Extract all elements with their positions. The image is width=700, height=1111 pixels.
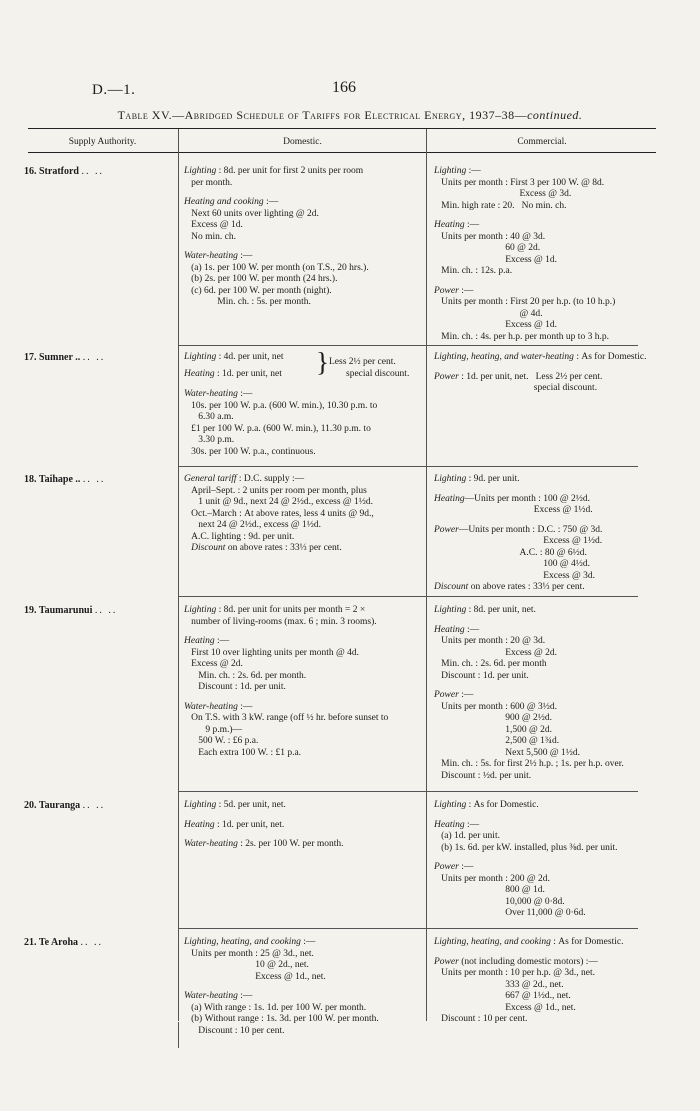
supply-authority: 21. Te Aroha .. .. — [24, 937, 103, 948]
document-reference: D.—1. — [92, 82, 136, 98]
tariff-line: General tariff : D.C. supply :— — [184, 474, 305, 484]
tariff-line: Min. high rate : 20. No min. ch. — [434, 200, 567, 211]
tariff-line: Min. ch. : 5s. for first 2½ h.p. ; 1s. per h.p. over. — [434, 759, 624, 769]
tariff-line: 10,000 @ 0·8d. — [434, 896, 565, 907]
line-gap — [434, 517, 670, 525]
tariff-line: Oct.–March : At above rates, less 4 units @ 9d., — [184, 508, 374, 519]
line-gap — [184, 983, 427, 991]
tariff-line: 10s. per 100 W. p.a. (600 W. min.), 10.30 p.m. to — [184, 400, 378, 411]
tariff-line: 2,500 @ 1¾d. — [434, 736, 560, 746]
column-header-authority: Supply Authority. — [68, 137, 137, 147]
tariff-line: per month. — [184, 177, 233, 188]
tariff-line: @ 4d. — [434, 308, 543, 319]
commercial-tariff — [434, 166, 670, 343]
line-gap — [184, 243, 427, 251]
tariff-line: Min. ch. : 4s. per h.p. per month up to 3 h.p. — [434, 331, 609, 342]
tariff-line: Power—Units per month : D.C. : 750 @ 3d. — [434, 524, 603, 535]
tariff-line: Discount : ½d. per unit. — [434, 770, 532, 781]
tariff-line: (b) 2s. per 100 W. per month (24 hrs.). — [184, 274, 338, 284]
domestic-tariff — [184, 347, 427, 458]
row-separator-5 — [178, 928, 638, 929]
row-separator-1 — [178, 345, 638, 346]
tariff-line: (b) Without range : 1s. 3d. per 100 W. per month. — [184, 1014, 379, 1024]
tariff-line: Excess @ 1d. — [434, 320, 558, 330]
line-gap — [434, 812, 670, 820]
tariff-line: special discount. — [434, 383, 598, 393]
tariff-line: 30s. per 100 W. p.a., continuous. — [184, 446, 316, 457]
supply-authority: 19. Taumarunui .. .. — [24, 605, 118, 616]
tariff-line: First 10 over lighting units per month @ 4d. — [184, 647, 359, 658]
commercial-tariff — [434, 800, 670, 920]
domestic-tariff — [184, 937, 427, 1037]
tariff-line: Excess @ 3d. — [434, 570, 596, 581]
column-divider-1 — [178, 129, 179, 1021]
discount-note-2: special discount. — [346, 369, 410, 379]
tariff-line: Excess @ 1d., net. — [184, 971, 326, 982]
tariff-line: Heating : 1d. per unit, net. — [184, 819, 285, 830]
tariff-line: Min. ch. : 2s. 6d. per month — [434, 659, 547, 669]
tariff-line: Water-heating : 2s. per 100 W. per month. — [184, 839, 344, 849]
tariff-line: A.C. lighting : 9d. per unit. — [184, 531, 295, 542]
tariff-line: Next 5,500 @ 1½d. — [434, 747, 580, 758]
tariff-line: Units per month : 10 per h.p. @ 3d., net. — [434, 968, 595, 978]
tariff-line: April–Sept. : 2 units per room per month, plus — [184, 485, 367, 496]
tariff-line: Excess @ 3d. — [434, 189, 572, 199]
tariff-line: Excess @ 1½d. — [434, 536, 603, 546]
table-title-text: —Abridged Schedule of Tariffs for Electrical Energy, 1937–38— — [172, 108, 528, 122]
header-bottom-rule — [28, 152, 656, 153]
tariff-line: Heating—Units per month : 100 @ 2½d. — [434, 493, 590, 504]
tariff-line: 3.30 p.m. — [184, 435, 235, 445]
tariff-line: Units per month : 20 @ 3d. — [434, 636, 546, 646]
tariff-line: 10 @ 2d., net. — [184, 960, 309, 970]
line-gap — [184, 189, 427, 197]
tariff-line: £1 per 100 W. p.a. (600 W. min.), 11.30 p.m. to — [184, 423, 371, 434]
tariff-line: Lighting : 8d. per unit for first 2 units per room — [184, 166, 364, 176]
tariff-line: Min. ch. : 5s. per month. — [184, 297, 311, 307]
column-divider-tail — [178, 1022, 179, 1048]
tariff-line: Lighting, heating, and cooking :— — [184, 937, 316, 947]
tariff-line: 1 unit @ 9d., next 24 @ 2½d., excess @ 1½d. — [184, 497, 374, 507]
tariff-line: Excess @ 1d. — [184, 220, 243, 230]
tariff-line: Lighting : 5d. per unit, net. — [184, 800, 286, 810]
supply-authority: 16. Stratford .. .. — [24, 166, 104, 177]
tariff-line: Next 60 units over lighting @ 2d. — [184, 208, 319, 219]
tariff-line: Water-heating :— — [184, 701, 253, 712]
tariff-line: Lighting : 9d. per unit. — [434, 474, 520, 484]
tariff-line: Power : 1d. per unit, net. Less 2½ per cent. — [434, 371, 603, 382]
commercial-tariff — [434, 474, 670, 594]
tariff-line: Heating :— — [184, 636, 230, 646]
tariff-line: 667 @ 1½d., net. — [434, 991, 571, 1001]
tariff-line: 1,500 @ 2d. — [434, 724, 552, 735]
page-number: 166 — [332, 79, 356, 96]
line-gap — [434, 212, 670, 220]
tariff-line: Min. ch. : 2s. 6d. per month. — [184, 670, 307, 681]
supply-authority: 18. Taihape .. .. .. — [24, 474, 106, 485]
line-gap — [434, 949, 670, 957]
domestic-tariff — [184, 166, 427, 309]
tariff-line: Discount : 1d. per unit. — [184, 682, 286, 692]
tariff-line: (a) 1d. per unit. — [434, 831, 500, 841]
row-separator-3 — [178, 596, 638, 597]
tariff-line: No min. ch. — [184, 231, 236, 242]
tariff-line: 900 @ 2½d. — [434, 713, 552, 723]
tariff-line: Each extra 100 W. : £1 p.a. — [184, 747, 302, 758]
line-gap — [434, 617, 670, 625]
commercial-tariff — [434, 352, 670, 395]
domestic-water-heating — [184, 389, 427, 458]
tariff-line: next 24 @ 2½d., excess @ 1½d. — [184, 520, 322, 530]
tariff-line: Lighting : 8d. per unit for units per month = 2 × — [184, 605, 366, 615]
table-label: Table XV. — [117, 108, 173, 122]
line-gap — [184, 694, 427, 702]
tariff-line: number of living-rooms (max. 6 ; min. 3 rooms). — [184, 616, 377, 627]
table-continued: continued. — [527, 108, 583, 122]
brace-glyph: } — [316, 347, 329, 377]
commercial-tariff — [434, 605, 670, 782]
discount-note-1: Less 2½ per cent. — [329, 357, 396, 367]
tariff-line: Units per month : 40 @ 3d. — [434, 231, 546, 242]
table-top-rule — [28, 128, 656, 129]
tariff-line: Discount : 10 per cent. — [434, 1014, 528, 1024]
domestic-tariff — [184, 605, 427, 759]
tariff-line: Units per month : First 3 per 100 W. @ 8d. — [434, 177, 605, 188]
tariff-line: Power :— — [434, 862, 474, 872]
tariff-line: A.C. : 80 @ 6½d. — [434, 547, 587, 558]
line-gap — [434, 682, 670, 690]
column-header-domestic: Domestic. — [283, 137, 322, 147]
domestic-tariff — [184, 474, 427, 555]
tariff-line: Excess @ 2d. — [184, 659, 243, 669]
tariff-line: 9 p.m.)— — [184, 724, 243, 735]
row-separator-4 — [178, 791, 638, 792]
tariff-line: Excess @ 1½d. — [434, 505, 593, 515]
tariff-line: (a) 1s. per 100 W. per month (on T.S., 20 hrs.). — [184, 262, 369, 273]
domestic-tariff — [184, 800, 427, 851]
tariff-line: Discount : 1d. per unit. — [434, 670, 529, 681]
tariff-line: Lighting : 8d. per unit, net. — [434, 605, 536, 615]
tariff-line: Discount on above rates : 33⅓ per cent. — [434, 582, 585, 592]
tariff-line: (c) 6d. per 100 W. per month (night). — [184, 285, 332, 296]
tariff-line: Heating :— — [434, 220, 480, 230]
tariff-line: 800 @ 1d. — [434, 885, 545, 895]
line-gap — [184, 628, 427, 636]
tariff-line: Excess @ 1d. — [434, 254, 558, 265]
line-gap — [184, 831, 427, 839]
tariff-line: 333 @ 2d., net. — [434, 979, 564, 990]
line-gap — [434, 854, 670, 862]
line-gap — [184, 812, 427, 820]
tariff-line: Lighting, heating, and cooking : As for Domestic. — [434, 937, 624, 947]
tariff-line: Water-heating :— — [184, 251, 253, 261]
tariff-line: Heating :— — [434, 819, 480, 830]
tariff-line: Heating and cooking :— — [184, 197, 279, 207]
tariff-line: 100 @ 4½d. — [434, 559, 590, 569]
column-header-commercial: Commercial. — [517, 137, 567, 147]
tariff-line: Water-heating :— — [184, 991, 253, 1001]
tariff-line: Units per month : 200 @ 2d. — [434, 873, 550, 884]
tariff-line: (a) With range : 1s. 1d. per 100 W. per month. — [184, 1002, 367, 1013]
table-title — [0, 108, 700, 123]
domestic-lighting-line: Lighting : 4d. per unit, net — [184, 352, 284, 362]
tariff-line: Over 11,000 @ 0·6d. — [434, 908, 586, 918]
tariff-line: 60 @ 2d. — [434, 243, 541, 253]
tariff-line: 500 W. : £6 p.a. — [184, 736, 259, 746]
line-gap — [434, 278, 670, 286]
tariff-line: Discount : 10 per cent. — [184, 1025, 285, 1036]
tariff-line: Power :— — [434, 285, 474, 296]
tariff-line: Excess @ 2d. — [434, 647, 558, 658]
tariff-line: Excess @ 1d., net. — [434, 1002, 576, 1013]
commercial-tariff — [434, 937, 670, 1026]
line-gap — [434, 486, 670, 494]
tariff-line: Power (not including domestic motors) :— — [434, 956, 598, 967]
tariff-line: Discount on above rates : 33⅓ per cent. — [191, 543, 342, 553]
tariff-line: Units per month : 600 @ 3½d. — [434, 701, 558, 712]
row-separator-2 — [178, 466, 638, 467]
tariff-line: Water-heating :— — [184, 389, 253, 399]
tariff-line: Units per month : First 20 per h.p. (to 10 h.p.) — [434, 297, 616, 307]
tariff-line: Units per month : 25 @ 3d., net. — [184, 948, 314, 959]
tariff-line: Heating :— — [434, 624, 480, 635]
line-gap — [434, 364, 670, 372]
tariff-line: Power :— — [434, 690, 474, 700]
supply-authority: 17. Sumner .. .. .. — [24, 352, 106, 363]
tariff-line: Min. ch. : 12s. p.a. — [434, 266, 513, 276]
tariff-line: (b) 1s. 6d. per kW. installed, plus ⅜d. per unit. — [434, 842, 618, 853]
domestic-heating-line: Heating : 1d. per unit, net — [184, 368, 282, 379]
tariff-line: On T.S. with 3 kW. range (off ½ hr. before sunset to — [184, 713, 389, 723]
supply-authority: 20. Tauranga .. .. — [24, 800, 106, 811]
tariff-line: Lighting, heating, and water-heating : As for Domestic. — [434, 352, 647, 362]
tariff-line: 6.30 a.m. — [184, 412, 234, 422]
tariff-line: Lighting :— — [434, 166, 481, 176]
tariff-line: Lighting : As for Domestic. — [434, 800, 539, 810]
